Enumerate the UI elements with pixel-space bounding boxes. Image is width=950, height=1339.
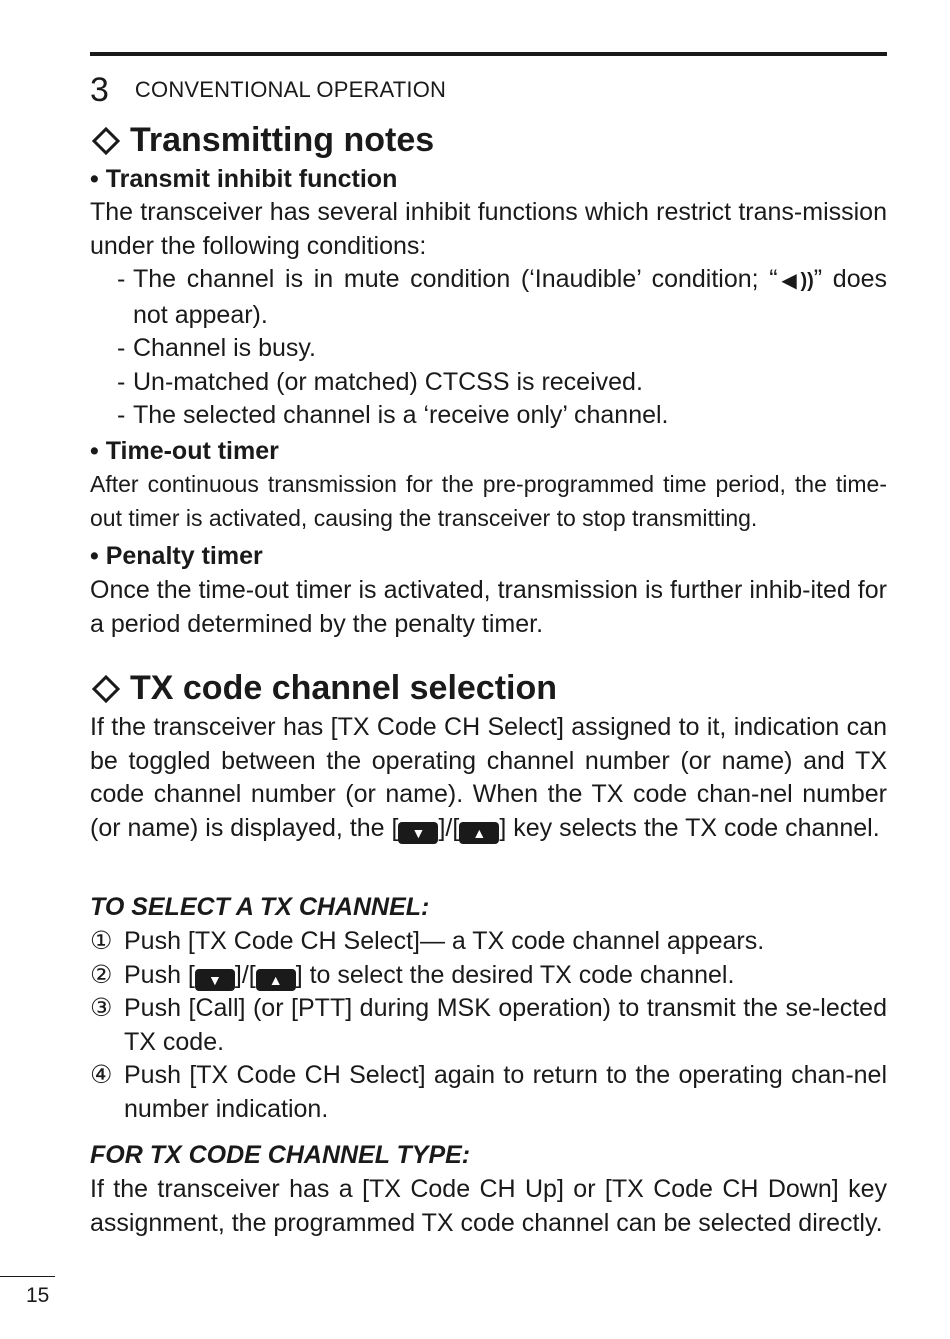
procedure-step: ③ Push [Call] (or [PTT] during MSK operation) to transmit the se-lected TX code. [90,994,887,1056]
channel-type-paragraph: If the transceiver has a [TX Code CH Up] or [TX Code CH Down] key assignment, the programmed TX code channel can be selected directly. [90,1175,887,1237]
list-item: - Channel is busy. [117,334,316,363]
time-out-timer-paragraph: After continuous transmission for the pre-programmed time period, the time-out timer is activated, causing the transceiver to stop transmitting. [90,471,887,531]
top-rule [90,52,887,56]
section-heading-transmitting-notes: Transmitting notes [90,122,887,159]
channel-type-heading: FOR TX CODE CHANNEL TYPE: [90,1141,471,1169]
list-item: - The selected channel is a ‘receive only’ channel. [117,401,669,430]
list-item: - Un-matched (or matched) CTCSS is received. [117,367,643,396]
subheading-penalty-timer: • Penalty timer [90,542,263,570]
procedure-heading: TO SELECT A TX CHANNEL: [90,893,430,921]
list-item: - The channel is in mute condition (‘Inaudible’ condition; “◀))” does not appear). [117,265,888,329]
chapter-header [90,70,446,110]
procedure-step: ① Push [TX Code CH Select]— a TX code channel appears. [90,927,765,955]
inhibit-intro-paragraph: The transceiver has several inhibit functions which restrict trans-mission under the following conditions: [90,198,887,260]
down-key-icon: ▼ [195,969,235,991]
subheading-time-out-timer: • Time-out timer [90,437,279,465]
penalty-timer-paragraph: Once the time-out timer is activated, transmission is further inhib-ited for a period determined by the penalty timer. [90,576,887,638]
procedure-step: ④ Push [TX Code CH Select] again to return to the operating chan-nel number indication. [90,1061,887,1123]
procedure-step: ② Push [ ▼ ]/[ ▲ ] to select the desired TX code channel. [90,960,735,989]
chapter-title: CONVENTIONAL OPERATION [134,77,447,102]
diamond-icon [92,127,120,155]
up-key-icon: ▲ [459,822,499,844]
chapter-number: 3 [90,71,109,109]
section-heading-tx-code-channel: TX code channel selection [90,670,887,707]
tx-code-intro-paragraph: If the transceiver has [TX Code CH Select] assigned to it, indication can be toggled between the operating channel number (or name) and TX code channel number (or name). When the TX code chan-nel number (or name) is displayed, the [ ▼ ]/[ ▲ ] key selects the TX code channel. [90,713,887,842]
inhibit-conditions-list [117,263,887,433]
page-number: 15 [26,1284,50,1307]
speaker-sound-icon: ◀)) [777,270,814,292]
subheading-transmit-inhibit: • Transmit inhibit function [90,165,398,193]
page-number-rule [0,1276,55,1277]
diamond-icon [92,675,120,703]
down-key-icon: ▼ [398,822,438,844]
procedure-steps [90,925,887,1127]
up-key-icon: ▲ [256,969,296,991]
